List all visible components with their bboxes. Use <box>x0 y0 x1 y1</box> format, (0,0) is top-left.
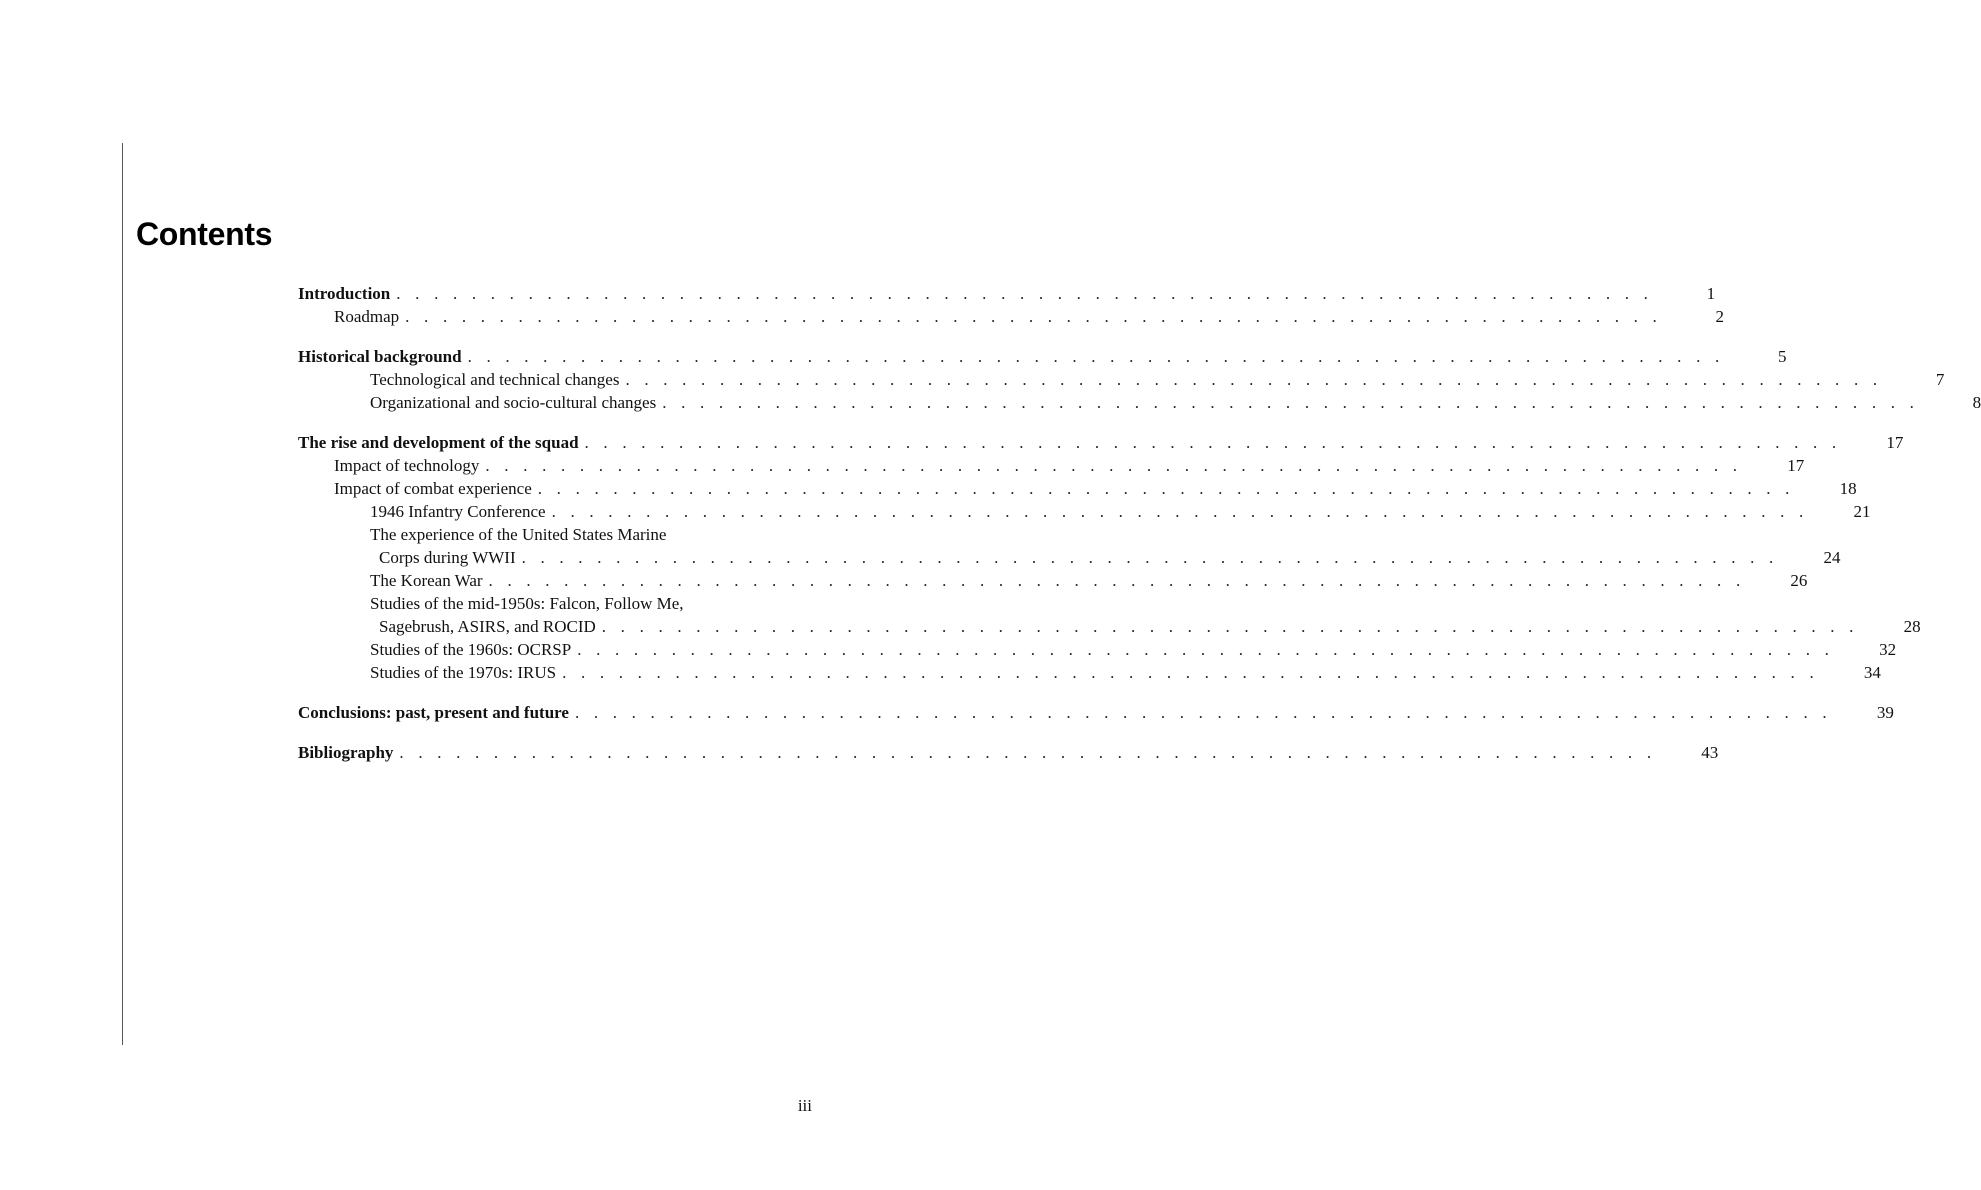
toc-entry-rise-of-squad[interactable] <box>298 431 1904 454</box>
toc-entry-historical-background[interactable] <box>298 345 1787 368</box>
toc-page-number: 17 <box>1886 433 1904 452</box>
toc-leader-dots: . . . . . . . . . . . . . . . . . . . . . . . . . . . . . . . . . . . . . . . . . . . . . . . . . . . . . . . . . . . . . . . . . . . <box>625 370 1883 389</box>
toc-page-number: 1 <box>1706 284 1716 303</box>
toc-entry-title: 1946 Infantry Conference <box>370 502 546 521</box>
page-title: Contents <box>136 216 273 252</box>
toc-leader-dots: . . . . . . . . . . . . . . . . . . . . . . . . . . . . . . . . . . . . . . . . . . . . . . . . . . . . . . . . . . . . . . . . . . . <box>399 743 1657 762</box>
toc-entry-studies-1960s[interactable] <box>298 638 1897 661</box>
toc-entry-title: Organizational and socio-cultural changes <box>370 393 657 412</box>
toc-page-number: 2 <box>1715 307 1725 326</box>
toc-leader-dots: . . . . . . . . . . . . . . . . . . . . . . . . . . . . . . . . . . . . . . . . . . . . . . . . . . . . . . . . . . . . . . . . . . . <box>562 663 1819 682</box>
toc-leader-dots: . . . . . . . . . . . . . . . . . . . . . . . . . . . . . . . . . . . . . . . . . . . . . . . . . . . . . . . . . . . . . . . . . . . <box>574 703 1832 722</box>
toc-entry-korean-war[interactable] <box>298 569 1808 592</box>
toc-leader-dots: . . . . . . . . . . . . . . . . . . . . . . . . . . . . . . . . . . . . . . . . . . . . . . . . . . . . . . . . . . . . . . . . . . . <box>601 617 1859 636</box>
toc-entry-mid-1950s-studies[interactable] <box>298 592 1921 638</box>
toc-entry-infantry-conference[interactable] <box>298 500 1871 523</box>
toc-leader-dots: . . . . . . . . . . . . . . . . . . . . . . . . . . . . . . . . . . . . . . . . . . . . . . . . . . . . . . . . . . . . . . . . . . . <box>584 433 1842 452</box>
toc-entry-title: Introduction <box>298 284 391 303</box>
toc-entry-title: The Korean War <box>370 571 483 590</box>
toc-entry-title: Historical background <box>298 347 462 366</box>
toc-entry-title: The rise and development of the squad <box>298 433 579 452</box>
toc-entry-continuation <box>298 615 1921 638</box>
toc-entry-impact-of-combat-experience[interactable] <box>298 477 1857 500</box>
toc-entry-bibliography[interactable] <box>298 741 1719 764</box>
toc-entry-impact-of-technology[interactable] <box>298 454 1805 477</box>
toc-group-introduction <box>298 282 1725 328</box>
margin-rule <box>122 143 123 1045</box>
toc-entry-title-line2: Corps during WWII <box>379 548 516 567</box>
toc-leader-dots: . . . . . . . . . . . . . . . . . . . . . . . . . . . . . . . . . . . . . . . . . . . . . . . . . . . . . . . . . . . . . . . . . . . <box>396 284 1654 303</box>
toc-page-number: 7 <box>1935 370 1945 389</box>
toc-leader-dots: . . . . . . . . . . . . . . . . . . . . . . . . . . . . . . . . . . . . . . . . . . . . . . . . . . . . . . . . . . . . . . . . . . . <box>485 456 1743 475</box>
toc-group-rise-of-squad <box>298 431 1921 684</box>
toc-entry-title: Studies of the 1970s: IRUS <box>370 663 557 682</box>
toc-entry-usmc-experience[interactable] <box>298 523 1841 569</box>
toc-group-historical-background <box>298 345 1981 414</box>
toc-entry-organizational-changes[interactable] <box>298 391 1981 414</box>
toc-entry-title-line1: Studies of the mid-1950s: Falcon, Follow Me, <box>370 594 684 613</box>
toc-page-number: 26 <box>1790 571 1808 590</box>
toc-leader-dots: . . . . . . . . . . . . . . . . . . . . . . . . . . . . . . . . . . . . . . . . . . . . . . . . . . . . . . . . . . . . . . . . . . . <box>488 571 1746 590</box>
toc-page-number: 18 <box>1839 479 1857 498</box>
toc-leader-dots: . . . . . . . . . . . . . . . . . . . . . . . . . . . . . . . . . . . . . . . . . . . . . . . . . . . . . . . . . . . . . . . . . . . <box>521 548 1779 567</box>
toc-entry-studies-1970s[interactable] <box>298 661 1881 684</box>
toc-entry-roadmap[interactable] <box>298 305 1725 328</box>
toc-page-number: 32 <box>1879 640 1897 659</box>
toc-entry-continuation <box>298 546 1841 569</box>
toc-entry-title: Studies of the 1960s: OCRSP <box>370 640 572 659</box>
toc-entry-title: Bibliography <box>298 743 394 762</box>
toc-entry-title: Roadmap <box>334 307 400 326</box>
toc-entry-title: Conclusions: past, present and future <box>298 703 569 722</box>
toc-page-number: 39 <box>1876 703 1894 722</box>
toc-entry-conclusions[interactable] <box>298 701 1894 724</box>
toc-entry-title: Technological and technical changes <box>370 370 620 389</box>
toc-entry-title: Impact of combat experience <box>334 479 532 498</box>
toc-entry-title: Impact of technology <box>334 456 480 475</box>
toc-group-bibliography <box>298 741 1719 764</box>
toc-page-number: 34 <box>1863 663 1881 682</box>
toc-entry-introduction[interactable] <box>298 282 1716 305</box>
toc-leader-dots: . . . . . . . . . . . . . . . . . . . . . . . . . . . . . . . . . . . . . . . . . . . . . . . . . . . . . . . . . . . . . . . . . . . <box>551 502 1809 521</box>
toc-leader-dots: . . . . . . . . . . . . . . . . . . . . . . . . . . . . . . . . . . . . . . . . . . . . . . . . . . . . . . . . . . . . . . . . . . . <box>405 307 1663 326</box>
toc-page-number: 43 <box>1701 743 1719 762</box>
toc-page-number: 5 <box>1777 347 1787 366</box>
toc-leader-dots: . . . . . . . . . . . . . . . . . . . . . . . . . . . . . . . . . . . . . . . . . . . . . . . . . . . . . . . . . . . . . . . . . . . <box>537 479 1795 498</box>
page-folio: iii <box>797 1096 812 1115</box>
table-of-contents <box>298 282 1981 781</box>
toc-page-number: 17 <box>1787 456 1805 475</box>
toc-entry-title-line1: The experience of the United States Marine <box>370 525 667 544</box>
toc-entry-title-line2: Sagebrush, ASIRS, and ROCID <box>379 617 596 636</box>
toc-leader-dots: . . . . . . . . . . . . . . . . . . . . . . . . . . . . . . . . . . . . . . . . . . . . . . . . . . . . . . . . . . . . . . . . . . . <box>577 640 1835 659</box>
toc-leader-dots: . . . . . . . . . . . . . . . . . . . . . . . . . . . . . . . . . . . . . . . . . . . . . . . . . . . . . . . . . . . . . . . . . . . <box>467 347 1725 366</box>
toc-page-number: 28 <box>1903 617 1921 636</box>
toc-page-number: 24 <box>1823 548 1841 567</box>
toc-page-number: 21 <box>1853 502 1871 521</box>
toc-page-number: 8 <box>1972 393 1981 412</box>
toc-group-conclusions <box>298 701 1894 724</box>
toc-entry-technological-changes[interactable] <box>298 368 1945 391</box>
toc-leader-dots: . . . . . . . . . . . . . . . . . . . . . . . . . . . . . . . . . . . . . . . . . . . . . . . . . . . . . . . . . . . . . . . . . . . <box>662 393 1920 412</box>
